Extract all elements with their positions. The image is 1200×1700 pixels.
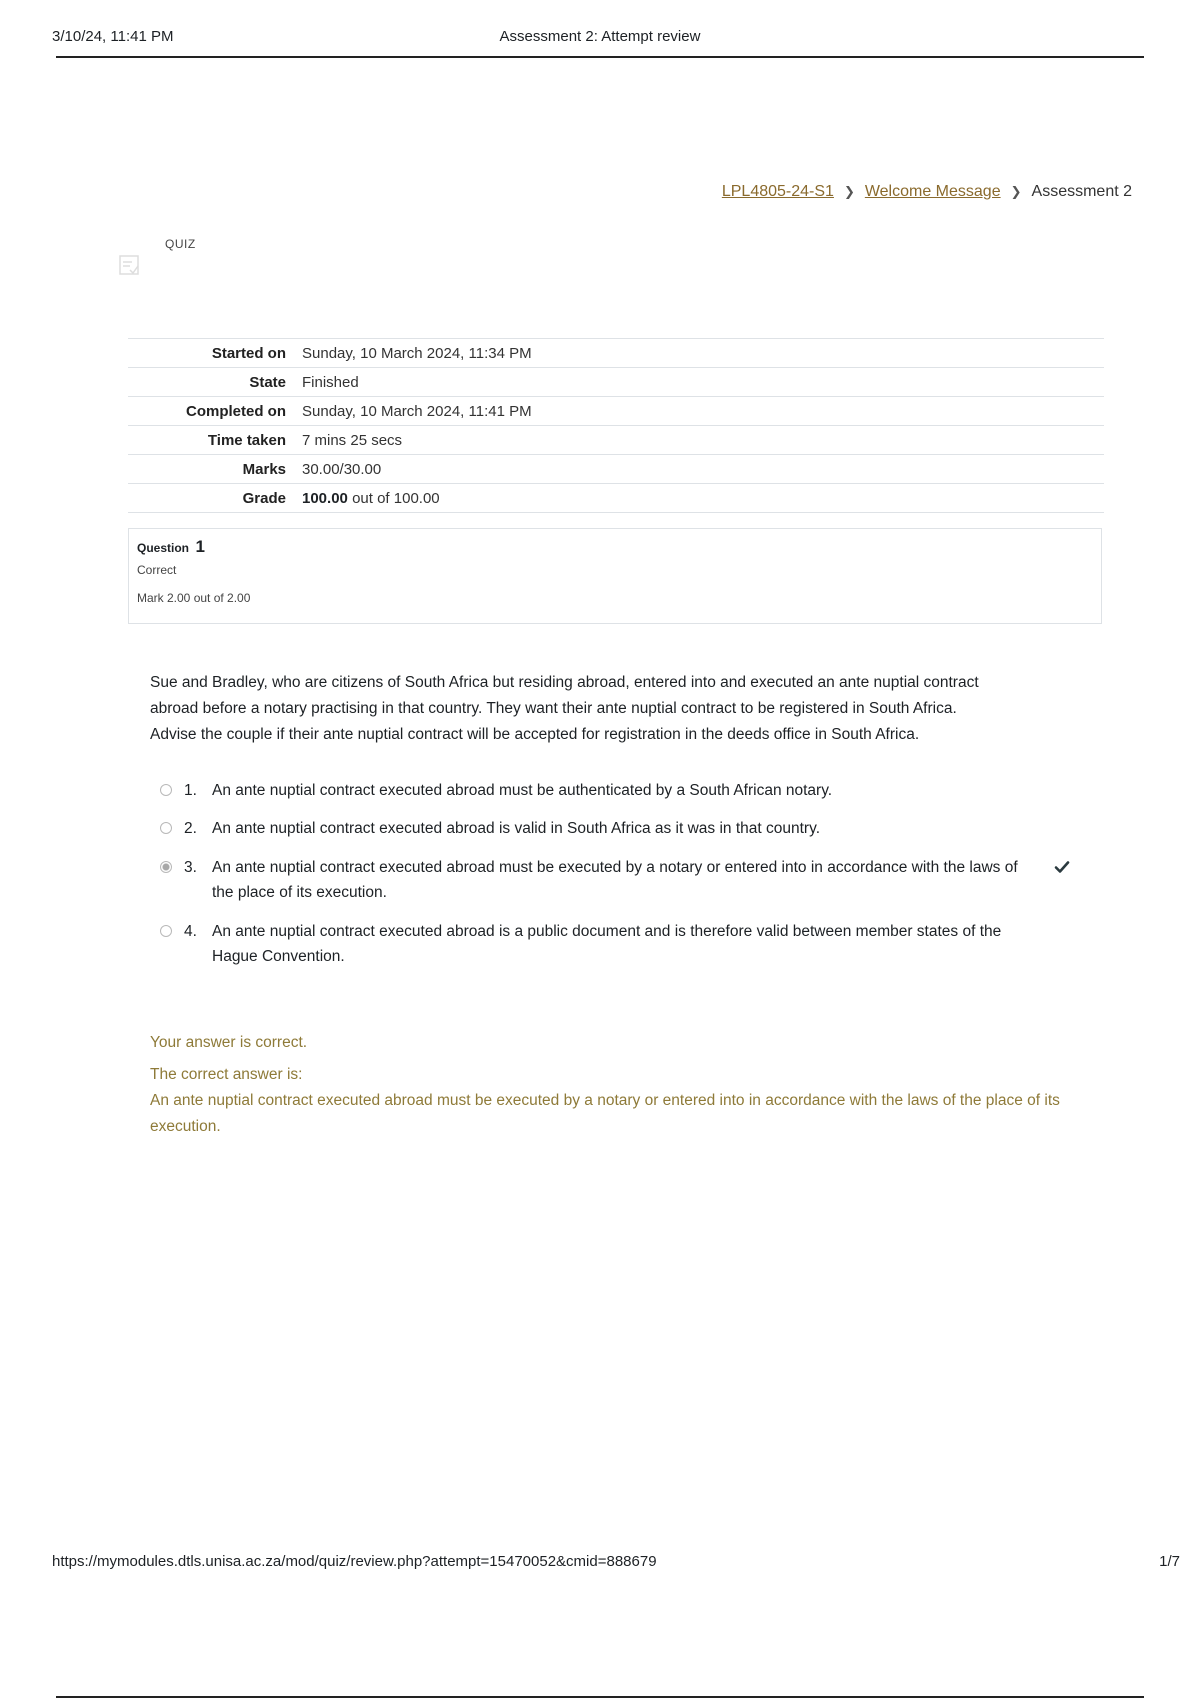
summary-label: Completed on <box>186 402 286 420</box>
grade-label: Grade <box>242 489 286 507</box>
answer-text: An ante nuptial contract executed abroad must be executed by a notary or entered into in accordance with the laws of the place of its execution. <box>212 859 1018 901</box>
answer-number: 4. <box>184 923 197 940</box>
question-text-line: abroad before a notary practising in that country. They want their ante nuptial contract to be registered in South Africa. <box>150 700 957 717</box>
question-number <box>137 537 1093 557</box>
feedback-correct: Your answer is correct. <box>150 1034 308 1051</box>
chevron-right-icon: ❯ <box>1010 184 1022 199</box>
answer-text: An ante nuptial contract executed abroad is a public document and is therefore valid between member states of the Hague Convention. <box>212 923 1002 965</box>
grade-value <box>302 484 1104 513</box>
breadcrumb-course-link[interactable]: LPL4805-24-S1 <box>721 183 834 200</box>
answer-text: An ante nuptial contract executed abroad must be authenticated by a South African notary. <box>212 782 833 799</box>
radio-button[interactable] <box>160 925 172 937</box>
breadcrumb <box>722 183 1132 201</box>
summary-label: Time taken <box>207 431 286 449</box>
chevron-right-icon: ❯ <box>843 184 855 199</box>
radio-button[interactable] <box>160 784 172 796</box>
summary-value: Sunday, 10 March 2024, 11:41 PM <box>302 402 532 420</box>
print-page-number: 1/7 <box>1159 1553 1180 1570</box>
summary-row <box>128 368 1104 397</box>
answer-number: 2. <box>184 820 197 837</box>
answer-text: An ante nuptial contract executed abroad is valid in South Africa as it was in that country. <box>212 820 821 837</box>
question-info <box>128 528 1102 624</box>
summary-row-grade <box>128 484 1104 513</box>
summary-value: Finished <box>302 373 359 391</box>
right-answer-text: An ante nuptial contract executed abroad must be executed by a notary or entered into in accordance with the laws of the place of its execution. <box>150 1092 1060 1135</box>
question-text-line: Sue and Bradley, who are citizens of South Africa but residing abroad, entered into and executed an ante nuptial contract <box>150 674 979 691</box>
print-date: 3/10/24, 11:41 PM <box>52 28 174 45</box>
radio-button[interactable] <box>160 822 172 834</box>
question-label: Question <box>137 541 190 555</box>
question-number-value: 1 <box>195 537 205 556</box>
quiz-icon <box>118 254 140 276</box>
print-footer-url: https://mymodules.dtls.unisa.ac.za/mod/quiz/review.php?attempt=15470052&cmid=888679 <box>52 1553 657 1570</box>
answer-number: 1. <box>184 782 197 799</box>
question-text <box>150 670 1050 748</box>
grade-score: 100.00 <box>302 489 348 507</box>
grade-out-of: out of 100.00 <box>352 489 440 507</box>
summary-value: 7 mins 25 secs <box>302 431 403 449</box>
print-title <box>0 28 1200 46</box>
summary-row <box>128 339 1104 368</box>
header-rule <box>56 56 1144 58</box>
activity-type-label: QUIZ <box>165 237 196 251</box>
breadcrumb-current: Assessment 2 <box>1031 183 1132 200</box>
summary-label: State <box>249 373 286 391</box>
summary-value: Sunday, 10 March 2024, 11:34 PM <box>302 344 532 362</box>
question-text-line: Advise the couple if their ante nuptial contract will be accepted for registration in the deeds office in South Africa. <box>150 726 920 743</box>
summary-row <box>128 455 1104 484</box>
question-mark: Mark 2.00 out of 2.00 <box>137 591 251 605</box>
summary-value: 30.00/30.00 <box>302 460 382 478</box>
answer-number: 3. <box>184 859 197 876</box>
attempt-summary-table <box>128 338 1104 513</box>
summary-row <box>128 426 1104 455</box>
footer-rule <box>56 1696 1144 1698</box>
breadcrumb-welcome-link[interactable]: Welcome Message <box>864 183 1001 200</box>
right-answer-label: The correct answer is: <box>150 1066 303 1083</box>
print-title-text: Assessment 2: Attempt review <box>499 28 701 45</box>
radio-button-selected[interactable] <box>160 861 172 873</box>
question-state: Correct <box>137 563 177 577</box>
summary-row <box>128 397 1104 426</box>
check-icon <box>1054 859 1070 875</box>
summary-label: Started on <box>211 344 286 362</box>
summary-label: Marks <box>242 460 286 478</box>
